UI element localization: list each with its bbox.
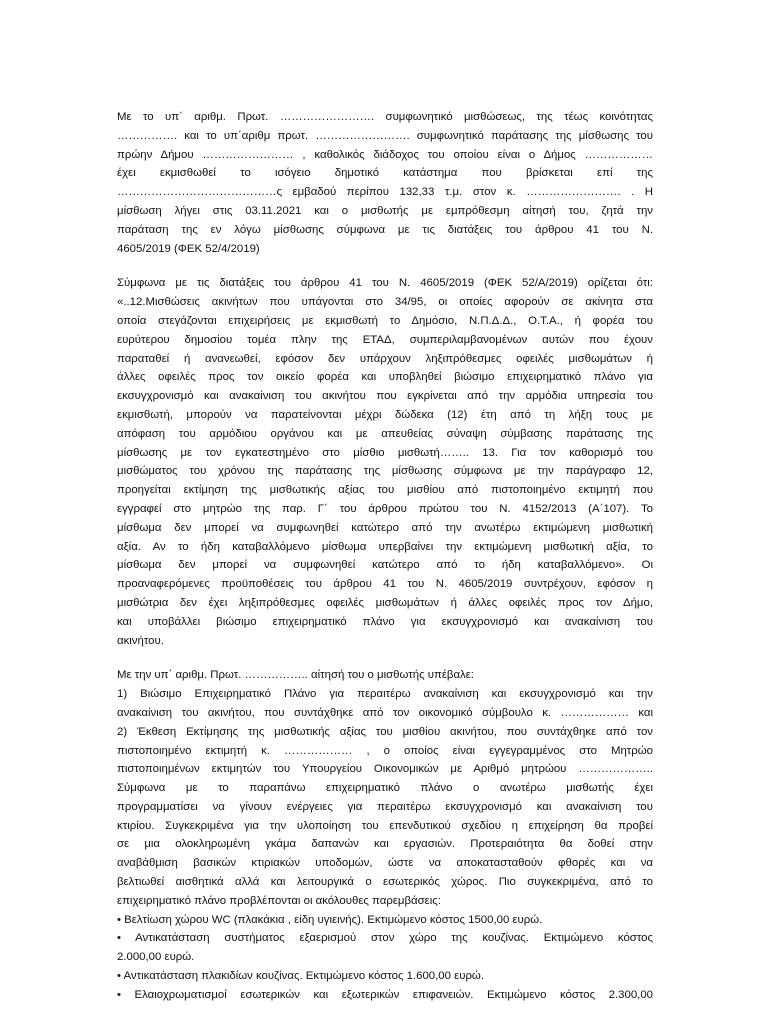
text-line: προαναφερόμενες προϋποθέσεις του άρθρου 41 του Ν. 4605/2019 συντρέχουν, εφόσον η — [117, 578, 653, 591]
text-line: επιχειρηματικό πλάνο προβλέπονται οι ακόλουθες παρεμβάσεις: — [117, 894, 441, 907]
text-line: ακινήτου. — [117, 634, 164, 647]
text-line: Με την υπ΄ αριθμ. Πρωτ. …………….. αίτησή του ο μισθωτής υπέβαλε: — [117, 669, 474, 682]
text-line: μίσθωμα δεν μπορεί να συμφωνηθεί κατώτερο από το ήδη καταβαλλόμενο». Οι — [117, 559, 653, 572]
text-line: παραταθεί ή ανανεωθεί, εφόσον δεν υπάρχουν ληξιπρόθεσμες οφειλές μισθωμάτων ή — [117, 352, 653, 365]
text-line: Σύμφωνα με τις διατάξεις του άρθρου 41 του Ν. 4605/2019 (ΦΕΚ 52/Α/2019) ορίζεται ότι: — [117, 277, 653, 290]
paragraph-lease-background — [117, 108, 653, 258]
text-line: εγγραφεί στο μητρώο της παρ. Γ΄ του άρθρου πρώτου του Ν. 4152/2013 (Α΄107). Το — [117, 502, 653, 515]
text-line: 2) Έκθεση Εκτίμησης της μισθωτικής αξίας του μισθίου ακινήτου, που συντάχθηκε από τον — [117, 725, 653, 738]
paragraph-spacer — [117, 650, 653, 666]
text-line: παράταση της εν λόγω μίσθωσης σύμφωνα με τις διατάξεις του άρθρου 41 του Ν. — [117, 223, 653, 236]
text-line: αναβάθμιση βασικών κτιριακών υποδομών, ώστε να αποκατασταθούν φθορές και να — [117, 857, 653, 870]
text-line: πιστοποιημένων εκτιμητών του Υπουργείου Οικονομικών με Αριθμό μητρώου ……………….. — [117, 763, 653, 776]
text-line: μίσθωμα δεν μπορεί να συμφωνηθεί κατώτερο από την ανωτέρω εκτιμώμενη μισθωτική — [117, 521, 653, 534]
text-line: ανακαίνιση του ακινήτου, που συντάχθηκε από τον οικονομικό σύμβουλο κ. ……………… και — [117, 706, 653, 719]
text-line: κτιρίου. Συγκεκριμένα για την υλοποίηση του επενδυτικού σχεδίου η επιχείρηση θα προβεί — [117, 819, 653, 832]
text-line: 2.000,00 ευρώ. — [117, 951, 195, 964]
text-line: απόφαση του αρμόδιου οργάνου και με απευθείας σύναψη σύμβασης παράτασης της — [117, 427, 653, 440]
text-line: οποία στεγάζονται επιχειρήσεις με εκμισθωτή το Δημόσιο, Ν.Π.Δ.Δ., Ο.Τ.Α., ή φορέα του — [117, 314, 653, 327]
text-line: άλλες οφειλές προς τον οικείο φορέα και υποβληθεί βιώσιμο επιχειρηματικό πλάνο για — [117, 371, 653, 384]
paragraph-spacer — [117, 258, 653, 274]
text-line: πρώην Δήμου …………………… , καθολικός διάδοχος του οποίου είναι ο Δήμος ……………… — [117, 148, 653, 161]
text-line: 4605/2019 (ΦΕΚ 52/4/2019) — [117, 242, 260, 255]
text-line: ……………………………………ς εμβαδού περίπου 132,33 τ.μ. στον κ. ……………………. . Η — [117, 186, 653, 199]
bullet-item: • Αντικατάσταση πλακιδίων κουζίνας. Εκτιμώμενο κόστος 1.600,00 ευρώ. — [117, 970, 484, 983]
text-line: «..12.Μισθώσεις ακινήτων που υπάγονται στο 34/95, οι οποίες αφορούν σε ακίνητα στα — [117, 296, 653, 309]
text-line: προηγείται εκτίμηση της μισθωτικής αξίας του μισθίου από πιστοποιημένο εκτιμητή που — [117, 484, 653, 497]
paragraph-law-provisions — [117, 274, 653, 650]
bullet-item: • Ελαιοχρωματισμοί εσωτερικών και εξωτερικών επιφανειών. Εκτιμώμενο κόστος 2.300,00 — [117, 988, 653, 1001]
text-line: έχει εκμισθωθεί το ισόγειο δημοτικό κατάστημα που βρίσκεται επί της — [117, 167, 653, 180]
text-line: εκσυγχρονισμό και ανακαίνιση του ακινήτου που εγκρίνεται από την αρμόδια υπηρεσία του — [117, 390, 653, 403]
text-line: ……………. και το υπ΄αριθμ πρωτ. ……………………. συμφωνητικό παράτασης της μίσθωσης του — [117, 129, 653, 142]
text-line: μισθώτρια δεν έχει ληξιπρόθεσμες οφειλές μισθωμάτων ή άλλες οφειλές προς τον Δήμο, — [117, 596, 653, 609]
text-line: προγραμματίσει να γίνουν ενέργειες για περαιτέρω εκσυγχρονισμό και ανακαίνιση του — [117, 800, 653, 813]
bullet-item: • Αντικατάσταση συστήματος εξαερισμού στον χώρο της κουζίνας. Εκτιμώμενο κόστος — [117, 932, 653, 945]
text-line: αξία. Αν το ήδη καταβαλλόμενο μίσθωμα υπερβαίνει την εκτιμώμενη μισθωτική αξία, το — [117, 540, 653, 553]
text-line: σε μια ολοκληρωμένη γκάμα δαπανών και εργασιών. Προτεραιότητα θα δοθεί στην — [117, 838, 653, 851]
text-line: πιστοποιημένο εκτιμητή κ. ……………… , ο οποίος είναι εγγεγραμμένος στο Μητρώο — [117, 744, 653, 757]
text-line: μίσθωση λήγει στις 03.11.2021 και ο μισθωτής με εμπρόθεσμη αίτησή του, ζητά την — [117, 204, 653, 217]
text-line: Σύμφωνα με το παραπάνω επιχειρηματικό πλάνο ο ανωτέρω μισθωτής έχει — [117, 782, 653, 795]
text-line: μίσθωσης με τον εγκατεστημένο στο μίσθιο μισθωτή…….. 13. Για τον καθορισμό του — [117, 446, 653, 459]
text-line: μισθώματος του χρόνου της παράτασης της μίσθωσης σύμφωνα με την παράγραφο 12, — [117, 465, 653, 478]
text-line: ευρύτερου δημοσίου τομέα πλην της ΕΤΑΔ, συμπεριλαμβανομένων αυτών που έχουν — [117, 333, 653, 346]
text-line: Με το υπ΄ αριθμ. Πρωτ. ……………………. συμφωνητικό μισθώσεως, της τέως κοινότητας — [117, 111, 653, 123]
text-line: βελτιωθεί αισθητικά αλλά και λειτουργικά ο εσωτερικός χώρος. Πιο συγκεκριμένα, από το — [117, 876, 653, 889]
text-line: και υποβάλλει βιώσιμο επιχειρηματικό πλάνο για εκσυγχρονισμό και ανακαίνιση του — [117, 615, 653, 628]
text-line: εκμισθωτή, μπορούν να παρατείνονται μέχρι δώδεκα (12) έτη από τη λήξη τους με — [117, 408, 653, 421]
bullet-item: • Βελτίωση χώρου WC (πλακάκια , είδη υγιεινής). Εκτιμώμενο κόστος 1500,00 ευρώ. — [117, 913, 543, 926]
text-line: 1) Βιώσιμο Επιχειρηματικό Πλάνο για περαιτέρω ανακαίνιση και εκσυγχρονισμό και την — [117, 688, 653, 701]
document-page — [117, 108, 653, 1005]
paragraph-tenant-submission — [117, 666, 653, 1004]
